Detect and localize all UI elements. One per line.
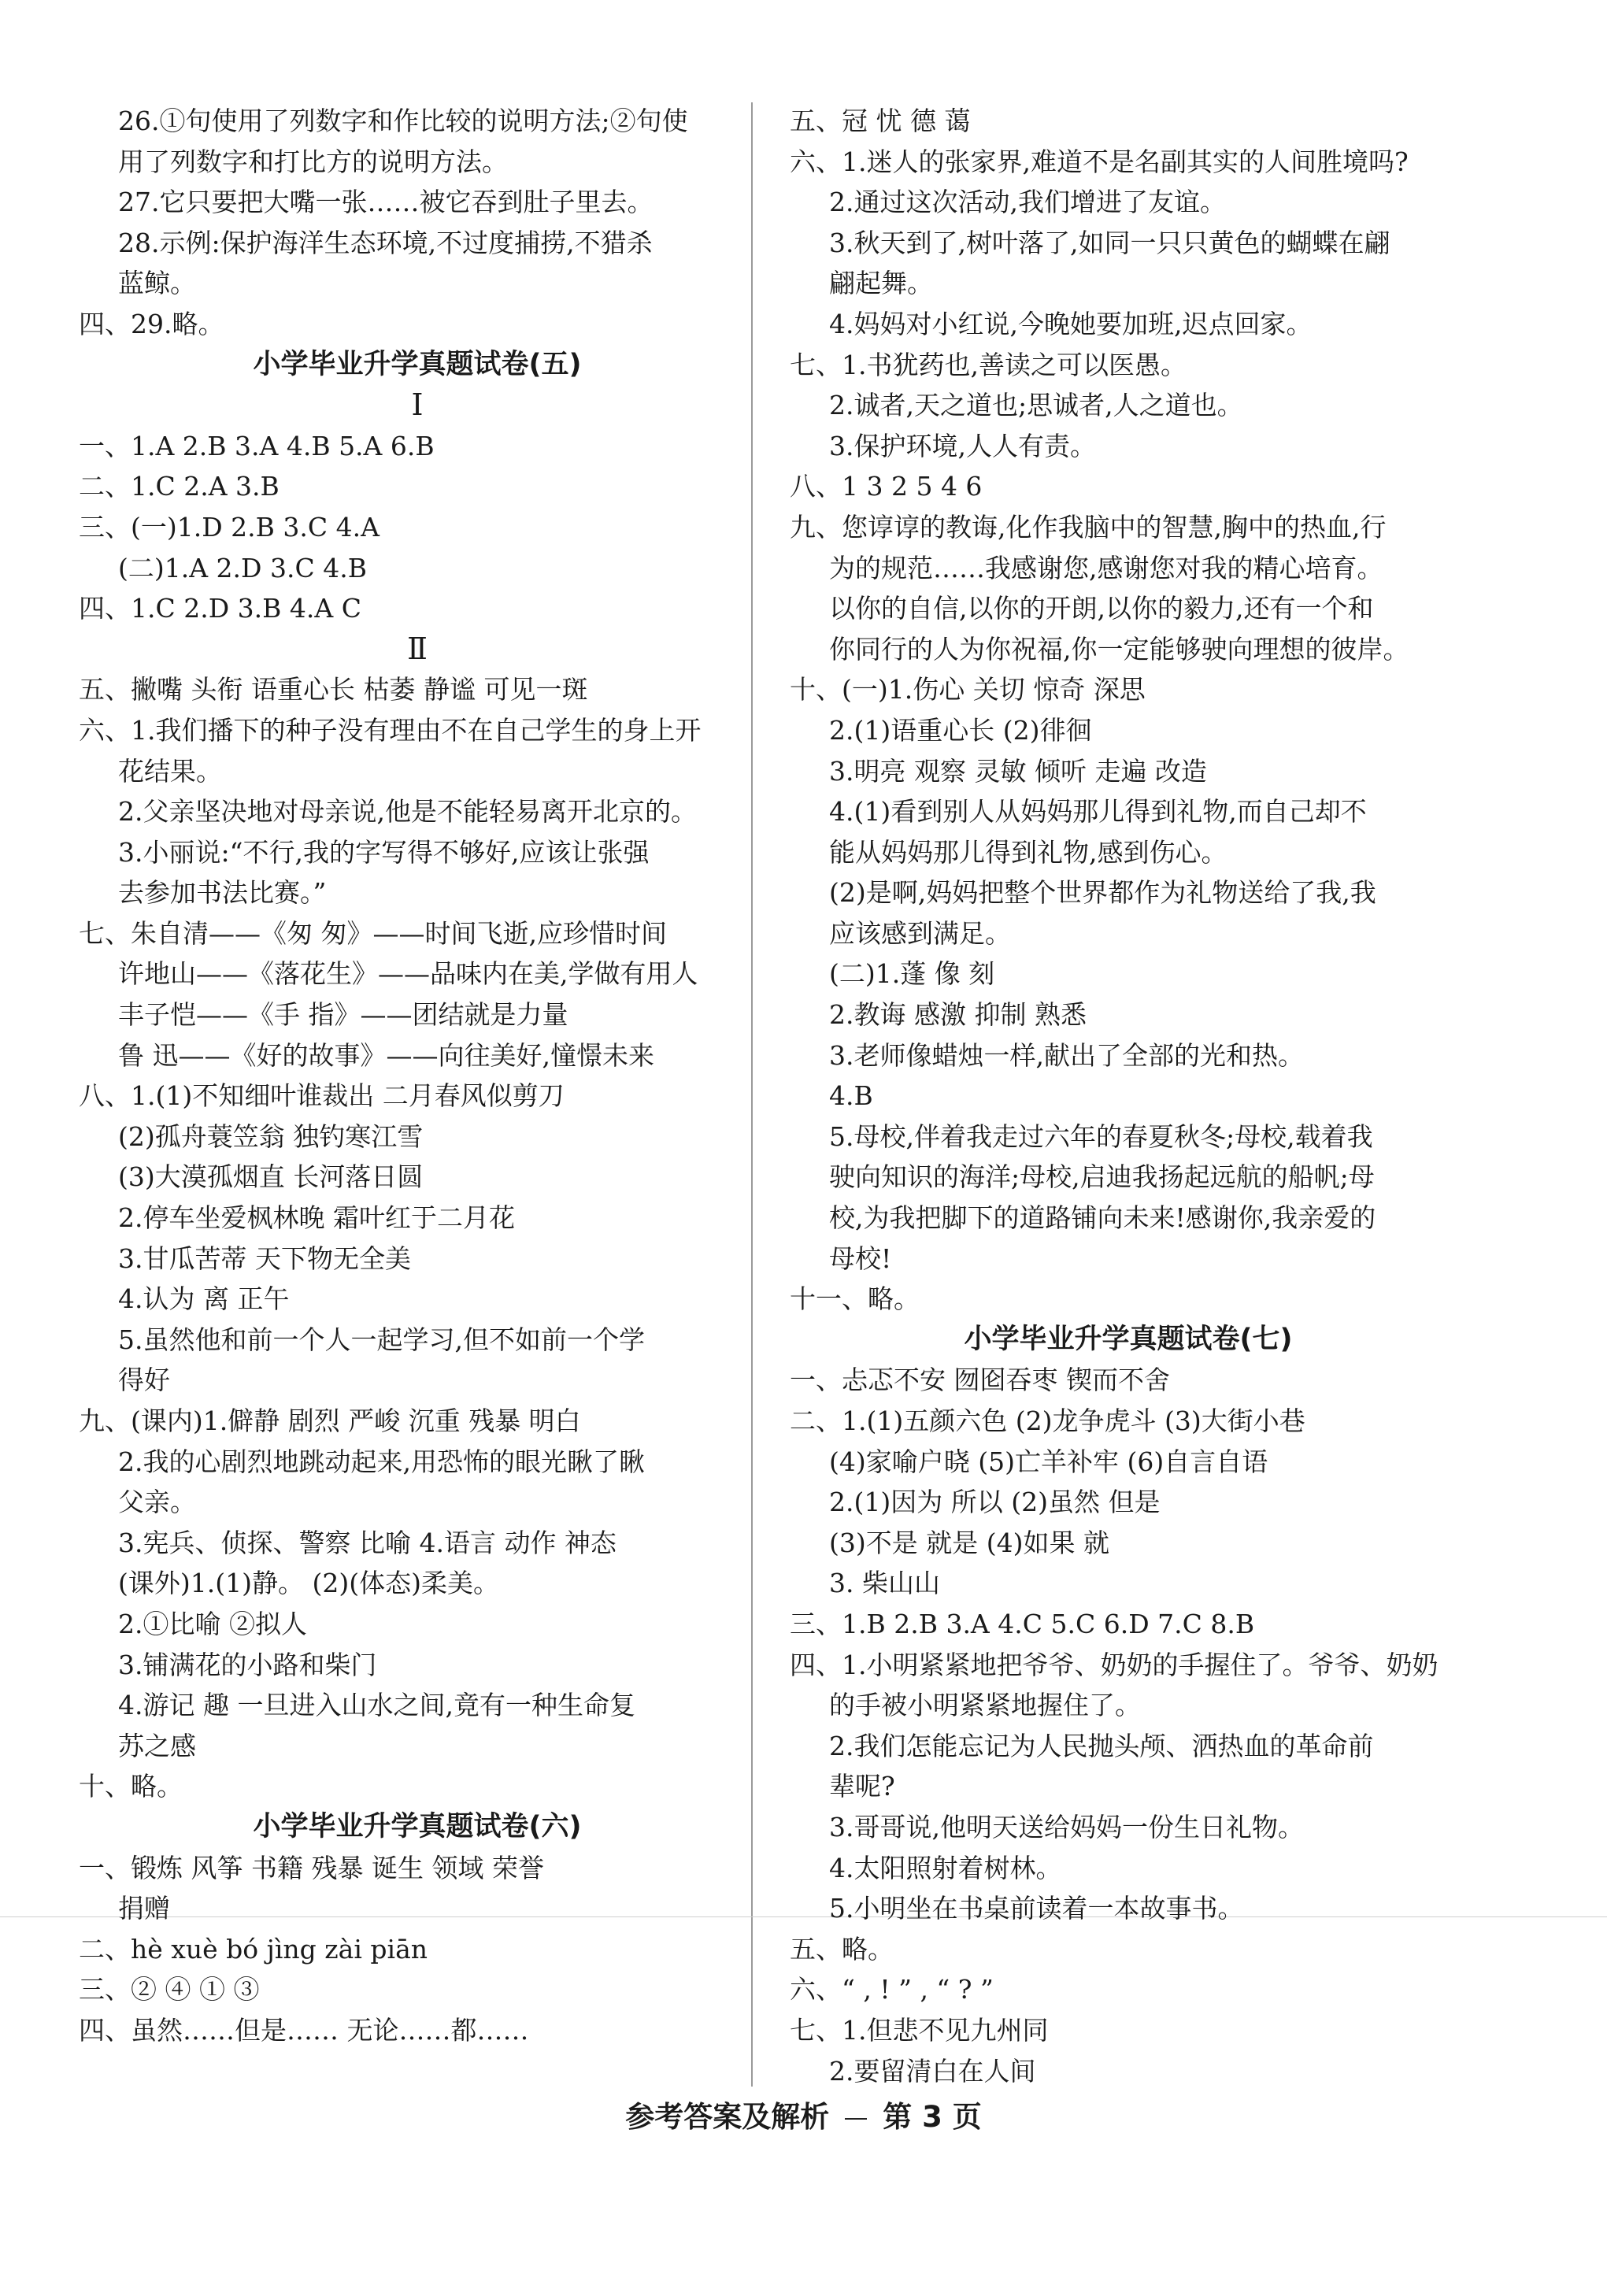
answer-line: (二)1.A 2.D 3.C 4.B	[118, 552, 367, 583]
section-heading: 小学毕业升学真题试卷(七)	[964, 1323, 1293, 1355]
answer-line: 2.诚者,天之道也;思诚者,人之道也。	[829, 390, 1243, 421]
answer-line: 鲁 迅——《好的故事》——向往美好,憧憬未来	[118, 1039, 654, 1071]
answer-line: 3.秋天到了,树叶落了,如同一只只黄色的蝴蝶在翩	[829, 227, 1390, 258]
answer-line: (2)是啊,妈妈把整个世界都作为礼物送给了我,我	[829, 877, 1376, 909]
answer-line: 2.父亲坚决地对母亲说,他是不能轻易离开北京的。	[118, 796, 697, 828]
footer-label: 参考答案及解析	[625, 2100, 830, 2134]
answer-line: 丰子恺——《手 指》——团结就是力量	[118, 999, 568, 1031]
answer-line: 五、撇嘴 头衔 语重心长 枯萎 静谧 可见一斑	[79, 674, 588, 705]
part-marker: Ⅰ	[411, 387, 424, 423]
left-column	[79, 101, 756, 2051]
answer-line: 五、冠 忧 德 蔼	[790, 106, 971, 136]
answer-line: 应该感到满足。	[829, 917, 1011, 949]
answer-line: 四、29.略。	[79, 308, 224, 339]
answer-line: 3.保护环境,人人有责。	[829, 430, 1096, 461]
answer-line: 四、1.C 2.D 3.B 4.A C	[79, 593, 361, 624]
answer-line: (3)不是 就是 (4)如果 就	[829, 1527, 1109, 1558]
answer-line: 母校!	[829, 1242, 892, 1274]
answer-line: 七、1.但悲不见九州同	[790, 2014, 1049, 2046]
answer-line: 4.游记 趣 一旦进入山水之间,竟有一种生命复	[118, 1690, 635, 1721]
answer-line: 翩起舞。	[829, 268, 933, 299]
answer-line: 3.哥哥说,他明天送给妈妈一份生日礼物。	[829, 1811, 1304, 1842]
answer-line: 2.停车坐爱枫林晚 霜叶红于二月花	[118, 1202, 515, 1234]
answer-line: 四、1.小明紧紧地把爷爷、奶奶的手握住了。爷爷、奶奶	[790, 1649, 1439, 1680]
answer-line: 2.我的心剧烈地跳动起来,用恐怖的眼光瞅了瞅	[118, 1446, 645, 1477]
right-column	[790, 101, 1467, 2091]
answer-line: 5.小明坐在书桌前读着一本故事书。	[829, 1893, 1244, 1924]
answer-line: 五、略。	[790, 1933, 894, 1965]
answer-line: 2.(1)语重心长 (2)徘徊	[829, 714, 1092, 746]
section-heading: 小学毕业升学真题试卷(五)	[253, 348, 582, 380]
answer-line: 六、1.我们播下的种子没有理由不在自己学生的身上开	[79, 714, 702, 746]
answer-line: 三、(一)1.D 2.B 3.C 4.A	[79, 511, 380, 543]
answer-line: 九、(课内)1.僻静 剧烈 严峻 沉重 残暴 明白	[79, 1405, 581, 1436]
answer-line: 4.(1)看到别人从妈妈那儿得到礼物,而自己却不	[829, 796, 1367, 828]
answer-line: 二、1.C 2.A 3.B	[79, 471, 280, 502]
part-marker: Ⅱ	[407, 631, 428, 666]
page-number: 第 3 页	[883, 2100, 982, 2134]
answer-line: 3. 柴山山	[829, 1568, 940, 1599]
page-footer	[0, 2093, 1607, 2135]
answer-line: (课外)1.(1)静。 (2)(体态)柔美。	[118, 1568, 499, 1599]
answer-line: 4.认为 离 正午	[118, 1283, 290, 1315]
answer-line: 一、忐忑不安 囫囵吞枣 锲而不舍	[790, 1365, 1170, 1396]
answer-line: 3.铺满花的小路和柴门	[118, 1649, 377, 1680]
section-heading: 小学毕业升学真题试卷(六)	[253, 1810, 582, 1842]
answer-line: 驶向知识的海洋;母校,启迪我扬起远航的船帆;母	[829, 1161, 1375, 1193]
answer-line: 许地山——《落花生》——品味内在美,学做有用人	[118, 958, 698, 990]
answer-line: 花结果。	[118, 755, 222, 787]
answer-line: 的手被小明紧紧地握住了。	[829, 1690, 1141, 1721]
answer-line: (4)家喻户晓 (5)亡羊补牢 (6)自言自语	[829, 1446, 1268, 1477]
answer-line: 2.教诲 感激 抑制 熟悉	[829, 999, 1087, 1031]
answer-line: 4.太阳照射着树林。	[829, 1852, 1062, 1883]
answer-line: 3.甘瓜苦蒂 天下物无全美	[118, 1242, 411, 1274]
answer-line: 3.老师像蜡烛一样,献出了全部的光和热。	[829, 1039, 1304, 1071]
answer-line: 4.妈妈对小红说,今晚她要加班,迟点回家。	[829, 308, 1313, 339]
answer-line: 2.通过这次活动,我们增进了友谊。	[829, 187, 1226, 218]
answer-line: 3.明亮 观察 灵敏 倾听 走遍 改造	[829, 755, 1207, 787]
answer-line: 27.它只要把大嘴一张……被它吞到肚子里去。	[118, 187, 654, 218]
footer-separator	[845, 2118, 867, 2120]
answer-line: 4.B	[829, 1080, 873, 1112]
answer-line: 蓝鲸。	[118, 268, 196, 299]
answer-line: 5.母校,伴着我走过六年的春夏秋冬;母校,载着我	[829, 1120, 1373, 1152]
answer-line: 十、(一)1.伤心 关切 惊奇 深思	[790, 674, 1146, 705]
answer-line: 为的规范……我感谢您,感谢您对我的精心培育。	[829, 552, 1383, 583]
answer-line: 5.虽然他和前一个人一起学习,但不如前一个学	[118, 1324, 645, 1355]
answer-line: 2.①比喻 ②拟人	[118, 1608, 307, 1639]
answer-line: 三、1.B 2.B 3.A 4.C 5.C 6.D 7.C 8.B	[790, 1608, 1255, 1639]
answer-line: 以你的自信,以你的开朗,以你的毅力,还有一个和	[829, 593, 1374, 624]
answer-line: 苏之感	[118, 1730, 196, 1761]
answer-line: (二)1.蓬 像 刻	[829, 958, 995, 990]
answer-line: 十一、略。	[790, 1283, 920, 1315]
answer-line: 得好	[118, 1365, 170, 1396]
answer-line: 六、“ , ! ” , “ ? ”	[790, 1974, 994, 2005]
answer-line: 辈呢?	[829, 1771, 895, 1802]
answer-line: 三、② ④ ① ③	[79, 1974, 260, 2005]
answer-line: 十、略。	[79, 1771, 183, 1802]
answer-line: 用了列数字和打比方的说明方法。	[118, 146, 508, 177]
answer-line: 28.示例:保护海洋生态环境,不过度捕捞,不猎杀	[118, 227, 653, 258]
answer-line: 六、1.迷人的张家界,难道不是名副其实的人间胜境吗?	[790, 146, 1409, 177]
answer-line: (2)孤舟蓑笠翁 独钓寒江雪	[118, 1120, 424, 1152]
answer-line: 校,为我把脚下的道路铺向未来!感谢你,我亲爱的	[829, 1202, 1376, 1234]
answer-line: 一、锻炼 风筝 书籍 残暴 诞生 领域 荣誉	[79, 1852, 544, 1883]
answer-line: (3)大漠孤烟直 长河落日圆	[118, 1161, 424, 1193]
answer-line: 26.①句使用了列数字和作比较的说明方法;②句使	[118, 106, 688, 136]
answer-line: 2.(1)因为 所以 (2)虽然 但是	[829, 1487, 1161, 1518]
answer-line: 七、朱自清——《匆 匆》——时间飞逝,应珍惜时间	[79, 917, 667, 949]
answer-line: 3.宪兵、侦探、警察 比喻 4.语言 动作 神态	[118, 1527, 617, 1558]
answer-line: 3.小丽说:“不行,我的字写得不够好,应该让张强	[118, 836, 650, 868]
answer-line: 九、您谆谆的教诲,化作我脑中的智慧,胸中的热血,行	[790, 511, 1387, 543]
answer-line: 你同行的人为你祝福,你一定能够驶向理想的彼岸。	[829, 633, 1409, 665]
answer-line: 四、虽然……但是…… 无论……都……	[79, 2014, 529, 2046]
answer-line: 2.我们怎能忘记为人民抛头颅、洒热血的革命前	[829, 1730, 1374, 1761]
answer-line: 去参加书法比赛。”	[118, 877, 327, 909]
answer-line: 父亲。	[118, 1487, 196, 1518]
answer-line: 八、1 3 2 5 4 6	[790, 471, 983, 502]
answer-line: 能从妈妈那儿得到礼物,感到伤心。	[829, 836, 1227, 868]
answer-line: 一、1.A 2.B 3.A 4.B 5.A 6.B	[79, 430, 435, 461]
answer-line: 八、1.(1)不知细叶谁裁出 二月春风似剪刀	[79, 1080, 565, 1112]
answer-line: 二、hè xuè bó jìng zài piān	[79, 1933, 428, 1965]
answer-line: 二、1.(1)五颜六色 (2)龙争虎斗 (3)大街小巷	[790, 1405, 1305, 1436]
answer-line: 七、1.书犹药也,善读之可以医愚。	[790, 349, 1187, 380]
answer-line: 捐赠	[118, 1893, 170, 1924]
answer-line: 2.要留清白在人间	[829, 2055, 1036, 2087]
